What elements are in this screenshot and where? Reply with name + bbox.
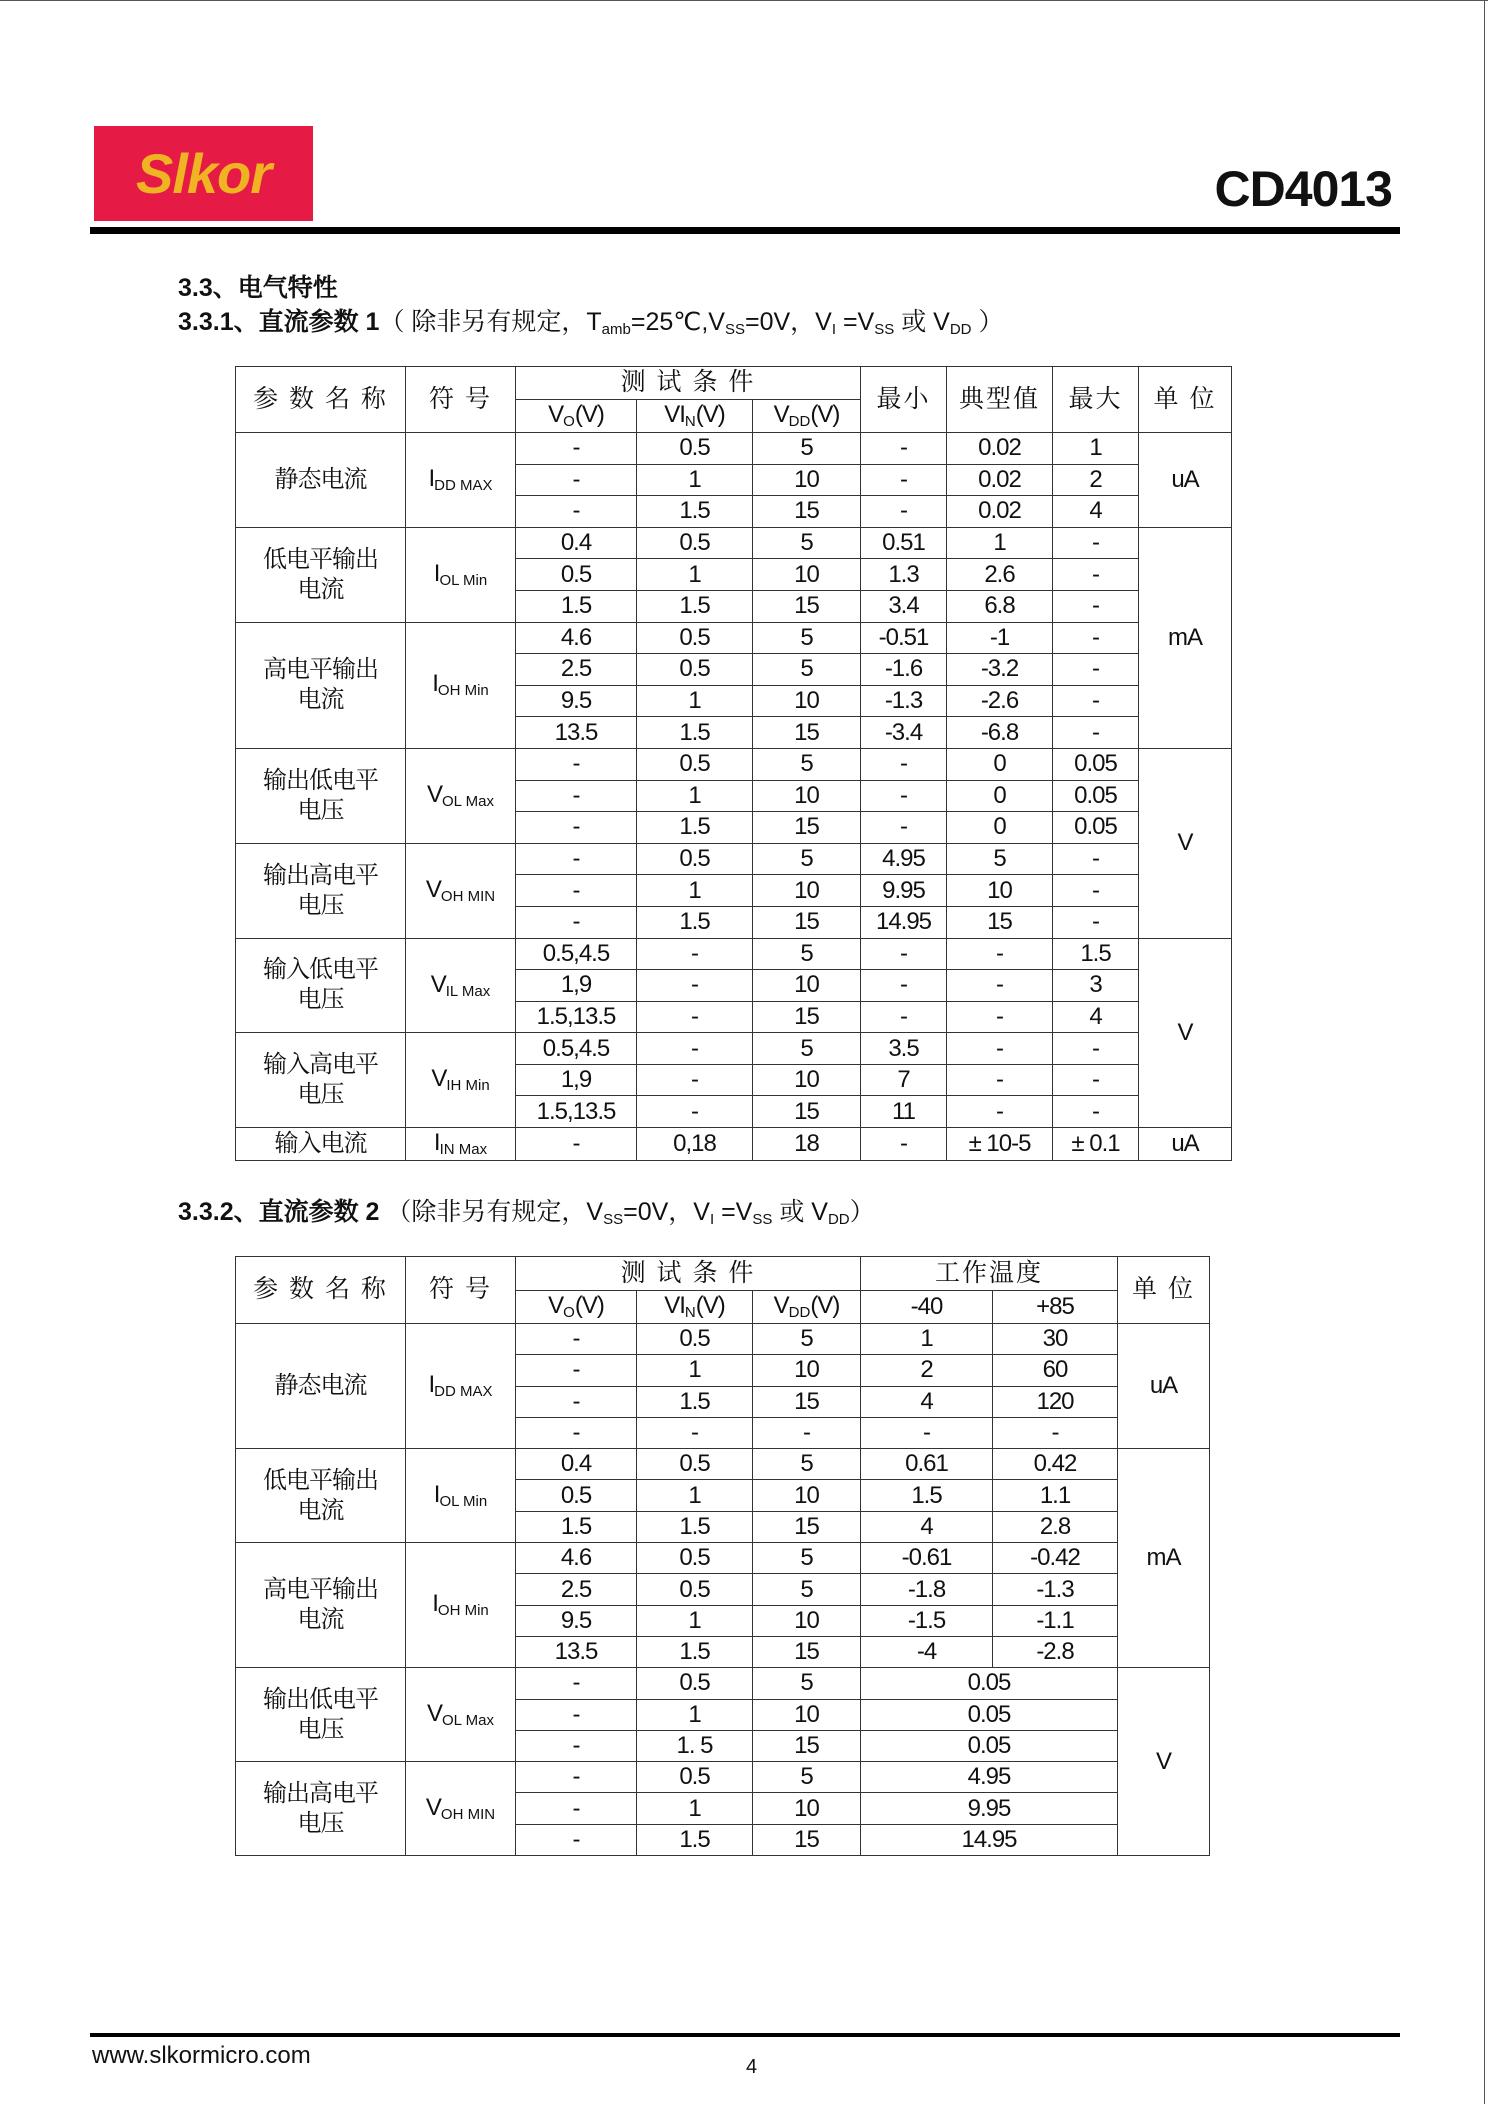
- value-cell: 15: [753, 1001, 861, 1033]
- value-cell: 0.5: [637, 527, 753, 559]
- value-cell: 0.02: [947, 464, 1053, 496]
- value-cell: -: [861, 748, 947, 780]
- value-cell: 15: [753, 590, 861, 622]
- value-cell: 1.5: [637, 1386, 753, 1417]
- value-cell: 1.5: [1053, 938, 1139, 970]
- value-cell: 1.5,13.5: [516, 1096, 637, 1128]
- value-cell: -: [947, 970, 1053, 1002]
- param-symbol: $V_{IH Min}$: [406, 1033, 516, 1128]
- value-cell: 5: [753, 1543, 861, 1574]
- value-cell: 0.05: [1053, 812, 1139, 844]
- table-row: [236, 748, 1232, 780]
- value-cell: -: [861, 433, 947, 465]
- value-cell: -6.8: [947, 717, 1053, 749]
- value-cell: 1.5: [637, 1824, 753, 1855]
- value-cell: -3.2: [947, 654, 1053, 686]
- value-cell: -2.8: [993, 1636, 1118, 1667]
- value-cell: -: [637, 970, 753, 1002]
- value-cell: -: [947, 1001, 1053, 1033]
- value-cell: 15: [753, 1636, 861, 1667]
- value-cell: 1: [861, 1324, 993, 1355]
- value-cell: 1: [637, 1699, 753, 1730]
- param-name: 输出低电平 电压: [236, 748, 406, 843]
- value-cell: -: [861, 938, 947, 970]
- value-cell: 1: [637, 1355, 753, 1386]
- unit-cell: V: [1139, 748, 1232, 938]
- value-cell: -: [516, 875, 637, 907]
- param-symbol: $I_{OL Min}$: [406, 527, 516, 622]
- value-cell: -1.1: [993, 1605, 1118, 1636]
- header-vdd: $V_{DD}(V)$: [753, 400, 861, 433]
- value-cell: 9.5: [516, 1605, 637, 1636]
- header-symbol: 符 号: [406, 367, 516, 433]
- value-cell: 1: [637, 1793, 753, 1824]
- header-temp-plus85: +85: [993, 1290, 1118, 1324]
- value-cell: -: [947, 1064, 1053, 1096]
- page-border-right: [1484, 0, 1485, 2104]
- value-cell: 4: [1053, 496, 1139, 528]
- value-cell: 15: [753, 812, 861, 844]
- value-cell: 10: [753, 559, 861, 591]
- param-name: 高电平输出 电流: [236, 622, 406, 748]
- value-cell: 15: [753, 906, 861, 938]
- value-cell: 15: [753, 1730, 861, 1761]
- value-cell: 10: [753, 685, 861, 717]
- value-cell: -: [637, 938, 753, 970]
- value-cell: 13.5: [516, 1636, 637, 1667]
- value-cell: -1.3: [861, 685, 947, 717]
- value-cell: 1. 5: [637, 1730, 753, 1761]
- value-cell: 15: [753, 717, 861, 749]
- table-row: [236, 843, 1232, 875]
- value-cell: 1.5: [516, 1511, 637, 1542]
- header-temp-minus40: -40: [861, 1290, 993, 1324]
- value-cell: 5: [753, 433, 861, 465]
- value-cell: 4.95: [861, 843, 947, 875]
- value-cell: -: [516, 1699, 637, 1730]
- value-cell: 0.5,4.5: [516, 938, 637, 970]
- table-row: [236, 433, 1232, 465]
- value-cell: 5: [753, 1449, 861, 1480]
- value-cell: -: [1053, 590, 1139, 622]
- value-cell: -1.3: [993, 1574, 1118, 1605]
- param-name: 输入高电平 电压: [236, 1033, 406, 1128]
- value-cell: -: [1053, 1033, 1139, 1065]
- value-cell: 0.5: [637, 1449, 753, 1480]
- param-name: 静态电流: [236, 1324, 406, 1449]
- value-cell: 1: [637, 685, 753, 717]
- header-vo: $V_O(V)$: [516, 1290, 637, 1324]
- slkor-logo: [94, 126, 313, 221]
- value-cell: 15: [753, 1511, 861, 1542]
- value-cell: 1: [637, 1480, 753, 1511]
- unit-cell: uA: [1139, 433, 1232, 528]
- table-row: [236, 622, 1232, 654]
- value-cell: 5: [753, 1324, 861, 1355]
- footer-divider: [90, 2033, 1400, 2037]
- value-cell: 0.05: [1053, 748, 1139, 780]
- value-cell: -: [861, 464, 947, 496]
- header-divider: [90, 227, 1400, 234]
- value-cell: 0.5: [516, 559, 637, 591]
- value-cell: -2.6: [947, 685, 1053, 717]
- value-cell: -: [516, 1793, 637, 1824]
- dc-parameters-table-1: [235, 366, 1232, 1161]
- value-cell: -3.4: [861, 717, 947, 749]
- table-row: [236, 1668, 1210, 1699]
- value-cell: 1.5: [637, 717, 753, 749]
- dc-parameters-table-2: [235, 1256, 1210, 1856]
- value-cell: -: [1053, 1096, 1139, 1128]
- header-test-conditions: 测 试 条 件: [516, 367, 861, 400]
- header-vdd: $V_{DD}(V)$: [753, 1290, 861, 1324]
- value-cell: -: [1053, 1064, 1139, 1096]
- value-cell: -: [516, 906, 637, 938]
- value-cell: -: [637, 1001, 753, 1033]
- header-max: 最大: [1053, 367, 1139, 433]
- value-cell: 30: [993, 1324, 1118, 1355]
- value-cell: 10: [753, 1699, 861, 1730]
- value-cell: ± 10-5: [947, 1128, 1053, 1161]
- value-cell: 4.6: [516, 1543, 637, 1574]
- value-cell: 0.5,4.5: [516, 1033, 637, 1065]
- value-cell: -4: [861, 1636, 993, 1667]
- header-param-name: 参 数 名 称: [236, 1257, 406, 1324]
- value-cell: -: [1053, 622, 1139, 654]
- param-name: 输出高电平 电压: [236, 1762, 406, 1856]
- value-cell: 0.05: [1053, 780, 1139, 812]
- value-cell: 2.6: [947, 559, 1053, 591]
- value-cell: -: [1053, 717, 1139, 749]
- param-symbol: $V_{OL Max}$: [406, 1668, 516, 1762]
- value-cell: 0.5: [637, 433, 753, 465]
- value-cell: 0.02: [947, 433, 1053, 465]
- page-number: 4: [746, 2056, 758, 2078]
- value-cell: 10: [753, 780, 861, 812]
- header-param-name: 参 数 名 称: [236, 367, 406, 433]
- value-cell: 6.8: [947, 590, 1053, 622]
- value-cell: -: [516, 433, 637, 465]
- page-border-top: [0, 0, 1488, 1]
- param-symbol: $V_{OL Max}$: [406, 748, 516, 843]
- value-cell: 0: [947, 812, 1053, 844]
- value-cell: 0.02: [947, 496, 1053, 528]
- value-cell: 0.4: [516, 1449, 637, 1480]
- value-cell: 0.5: [637, 1762, 753, 1793]
- value-cell: 2.5: [516, 654, 637, 686]
- value-cell: 10: [947, 875, 1053, 907]
- value-cell: 0.51: [861, 527, 947, 559]
- param-symbol: $V_{IL Max}$: [406, 938, 516, 1033]
- value-cell: -: [637, 1064, 753, 1096]
- value-cell: 0.5: [516, 1480, 637, 1511]
- param-symbol: $V_{OH MIN}$: [406, 1762, 516, 1856]
- subsection-332-title: 3.3.2、直流参数 2 （除非另有规定，$V_{SS}=0V$，$V_I =V_{SS}$ 或 $V_{DD}$）: [178, 1198, 875, 1228]
- value-cell: 1.1: [993, 1480, 1118, 1511]
- value-cell: -: [947, 938, 1053, 970]
- part-number: CD4013: [1214, 161, 1392, 217]
- table-row: [236, 1449, 1210, 1480]
- value-cell: -: [861, 496, 947, 528]
- value-cell: 1: [637, 780, 753, 812]
- value-cell: 1.5: [637, 496, 753, 528]
- value-cell: 1.5: [516, 590, 637, 622]
- value-cell: 1: [637, 1605, 753, 1636]
- value-cell: 1.5: [637, 906, 753, 938]
- param-name: 低电平输出 电流: [236, 527, 406, 622]
- param-symbol: $I_{DD MAX}$: [406, 433, 516, 528]
- value-cell: 1: [637, 875, 753, 907]
- value-cell: 2: [1053, 464, 1139, 496]
- value-cell: -: [516, 843, 637, 875]
- header-symbol: 符 号: [406, 1257, 516, 1324]
- value-cell: -: [947, 1096, 1053, 1128]
- value-cell: 1.5: [637, 590, 753, 622]
- unit-cell: uA: [1139, 1128, 1232, 1161]
- value-cell: 4.95: [861, 1762, 1118, 1793]
- value-cell: -: [516, 464, 637, 496]
- value-cell: 5: [753, 1668, 861, 1699]
- unit-cell: V: [1118, 1668, 1210, 1856]
- param-symbol: $I_{OH Min}$: [406, 1543, 516, 1668]
- value-cell: -: [516, 1324, 637, 1355]
- value-cell: 14.95: [861, 906, 947, 938]
- value-cell: -0.51: [861, 622, 947, 654]
- table-row: [236, 1762, 1210, 1793]
- value-cell: -: [861, 1128, 947, 1161]
- param-symbol: $I_{DD MAX}$: [406, 1324, 516, 1449]
- value-cell: 10: [753, 464, 861, 496]
- value-cell: -: [516, 780, 637, 812]
- value-cell: -: [1053, 906, 1139, 938]
- value-cell: 1.5: [861, 1480, 993, 1511]
- value-cell: 1.5: [637, 1511, 753, 1542]
- value-cell: 1.5: [637, 812, 753, 844]
- value-cell: 9.95: [861, 875, 947, 907]
- value-cell: 0.5: [637, 1324, 753, 1355]
- value-cell: -: [1053, 559, 1139, 591]
- value-cell: -: [516, 1355, 637, 1386]
- value-cell: 0,18: [637, 1128, 753, 1161]
- value-cell: 4.6: [516, 622, 637, 654]
- value-cell: 2.8: [993, 1511, 1118, 1542]
- value-cell: 15: [753, 496, 861, 528]
- param-name: 输出低电平 电压: [236, 1668, 406, 1762]
- table-row: [236, 938, 1232, 970]
- value-cell: 3.4: [861, 590, 947, 622]
- value-cell: 4: [861, 1511, 993, 1542]
- value-cell: 5: [753, 654, 861, 686]
- unit-cell: mA: [1139, 527, 1232, 748]
- param-name: 低电平输出 电流: [236, 1449, 406, 1543]
- value-cell: 10: [753, 1480, 861, 1511]
- value-cell: -0.61: [861, 1543, 993, 1574]
- value-cell: 3: [1053, 970, 1139, 1002]
- value-cell: 10: [753, 1605, 861, 1636]
- header-min: 最小: [861, 367, 947, 433]
- value-cell: 15: [753, 1386, 861, 1417]
- value-cell: 0.5: [637, 1543, 753, 1574]
- value-cell: 10: [753, 1355, 861, 1386]
- param-symbol: $I_{OH Min}$: [406, 622, 516, 748]
- value-cell: 5: [753, 748, 861, 780]
- value-cell: 0: [947, 748, 1053, 780]
- value-cell: 1.5,13.5: [516, 1001, 637, 1033]
- value-cell: 9.95: [861, 1793, 1118, 1824]
- value-cell: 1: [947, 527, 1053, 559]
- table-row: [236, 1128, 1232, 1161]
- value-cell: 3.5: [861, 1033, 947, 1065]
- value-cell: 0.5: [637, 748, 753, 780]
- value-cell: 0.4: [516, 527, 637, 559]
- table-row: [236, 527, 1232, 559]
- value-cell: 1: [1053, 433, 1139, 465]
- value-cell: -: [993, 1417, 1118, 1448]
- value-cell: 5: [753, 843, 861, 875]
- value-cell: -1.8: [861, 1574, 993, 1605]
- value-cell: 1: [637, 559, 753, 591]
- unit-cell: V: [1139, 938, 1232, 1128]
- value-cell: 0.05: [861, 1699, 1118, 1730]
- value-cell: 4: [1053, 1001, 1139, 1033]
- value-cell: -: [1053, 843, 1139, 875]
- unit-cell: mA: [1118, 1449, 1210, 1668]
- value-cell: -: [516, 496, 637, 528]
- value-cell: 14.95: [861, 1824, 1118, 1855]
- value-cell: -: [861, 970, 947, 1002]
- value-cell: ± 0.1: [1053, 1128, 1139, 1161]
- value-cell: 0.05: [861, 1668, 1118, 1699]
- value-cell: -: [516, 1668, 637, 1699]
- value-cell: 60: [993, 1355, 1118, 1386]
- param-name: 静态电流: [236, 433, 406, 528]
- param-symbol: $I_{OL Min}$: [406, 1449, 516, 1543]
- value-cell: 0.5: [637, 1668, 753, 1699]
- value-cell: 0.42: [993, 1449, 1118, 1480]
- value-cell: -: [516, 748, 637, 780]
- value-cell: 11: [861, 1096, 947, 1128]
- header-unit: 单 位: [1118, 1257, 1210, 1324]
- table-row: [236, 1033, 1232, 1065]
- header-typ: 典型值: [947, 367, 1053, 433]
- value-cell: 13.5: [516, 717, 637, 749]
- value-cell: -: [516, 1417, 637, 1448]
- footer-url: www.slkormicro.com: [92, 2042, 311, 2069]
- unit-cell: uA: [1118, 1324, 1210, 1449]
- param-symbol: $V_{OH MIN}$: [406, 843, 516, 938]
- value-cell: 1: [637, 464, 753, 496]
- value-cell: -: [516, 812, 637, 844]
- value-cell: -: [637, 1096, 753, 1128]
- value-cell: 9.5: [516, 685, 637, 717]
- value-cell: -1: [947, 622, 1053, 654]
- value-cell: 15: [753, 1824, 861, 1855]
- value-cell: 5: [753, 938, 861, 970]
- table-row: [236, 1324, 1210, 1355]
- value-cell: -: [947, 1033, 1053, 1065]
- value-cell: 4: [861, 1386, 993, 1417]
- value-cell: 0.5: [637, 843, 753, 875]
- value-cell: 5: [753, 1762, 861, 1793]
- value-cell: -: [516, 1762, 637, 1793]
- value-cell: 2: [861, 1355, 993, 1386]
- value-cell: 0.5: [637, 654, 753, 686]
- value-cell: 5: [753, 622, 861, 654]
- value-cell: -1.6: [861, 654, 947, 686]
- value-cell: 5: [753, 1574, 861, 1605]
- value-cell: 0: [947, 780, 1053, 812]
- value-cell: 0.05: [861, 1730, 1118, 1761]
- value-cell: -: [516, 1824, 637, 1855]
- value-cell: -: [1053, 527, 1139, 559]
- value-cell: -0.42: [993, 1543, 1118, 1574]
- value-cell: 5: [947, 843, 1053, 875]
- value-cell: 1.3: [861, 559, 947, 591]
- param-name: 输出高电平 电压: [236, 843, 406, 938]
- value-cell: -: [637, 1033, 753, 1065]
- header-operating-temp: 工作温度: [861, 1257, 1118, 1291]
- value-cell: 15: [753, 1096, 861, 1128]
- value-cell: -: [1053, 875, 1139, 907]
- table-row: [236, 1543, 1210, 1574]
- value-cell: 5: [753, 527, 861, 559]
- value-cell: 10: [753, 970, 861, 1002]
- value-cell: 15: [947, 906, 1053, 938]
- value-cell: 10: [753, 875, 861, 907]
- value-cell: 10: [753, 1793, 861, 1824]
- value-cell: -: [1053, 685, 1139, 717]
- value-cell: 1,9: [516, 970, 637, 1002]
- value-cell: -: [516, 1386, 637, 1417]
- value-cell: 2.5: [516, 1574, 637, 1605]
- header-vin: $VI_N(V)$: [637, 1290, 753, 1324]
- header-unit: 单 位: [1139, 367, 1232, 433]
- param-name: 输入低电平 电压: [236, 938, 406, 1033]
- value-cell: -: [637, 1417, 753, 1448]
- value-cell: -: [1053, 654, 1139, 686]
- value-cell: 0.61: [861, 1449, 993, 1480]
- value-cell: 10: [753, 1064, 861, 1096]
- value-cell: -: [753, 1417, 861, 1448]
- section-title: 3.3、电气特性: [178, 274, 338, 302]
- value-cell: -: [861, 1417, 993, 1448]
- header-test-conditions: 测 试 条 件: [516, 1257, 861, 1291]
- header-vin: $VI_N(V)$: [637, 400, 753, 433]
- value-cell: 1,9: [516, 1064, 637, 1096]
- value-cell: -: [516, 1128, 637, 1161]
- value-cell: -: [861, 812, 947, 844]
- value-cell: 0.5: [637, 622, 753, 654]
- value-cell: 18: [753, 1128, 861, 1161]
- value-cell: 7: [861, 1064, 947, 1096]
- value-cell: -1.5: [861, 1605, 993, 1636]
- header-vo: $V_O(V)$: [516, 400, 637, 433]
- param-name: 输入电流: [236, 1128, 406, 1161]
- value-cell: 120: [993, 1386, 1118, 1417]
- value-cell: -: [516, 1730, 637, 1761]
- param-symbol: $I_{IN Max}$: [406, 1128, 516, 1161]
- logo-text: Slkor: [135, 142, 272, 205]
- value-cell: 5: [753, 1033, 861, 1065]
- value-cell: -: [861, 1001, 947, 1033]
- subsection-331-title: 3.3.1、直流参数 1（ 除非另有规定，$T_{amb}=25℃,V_{SS}=0V$，$V_I =V_{SS}$ 或 $V_{DD}$ ）: [178, 308, 1004, 338]
- value-cell: 1.5: [637, 1636, 753, 1667]
- value-cell: 0.5: [637, 1574, 753, 1605]
- value-cell: -: [861, 780, 947, 812]
- param-name: 高电平输出 电流: [236, 1543, 406, 1668]
